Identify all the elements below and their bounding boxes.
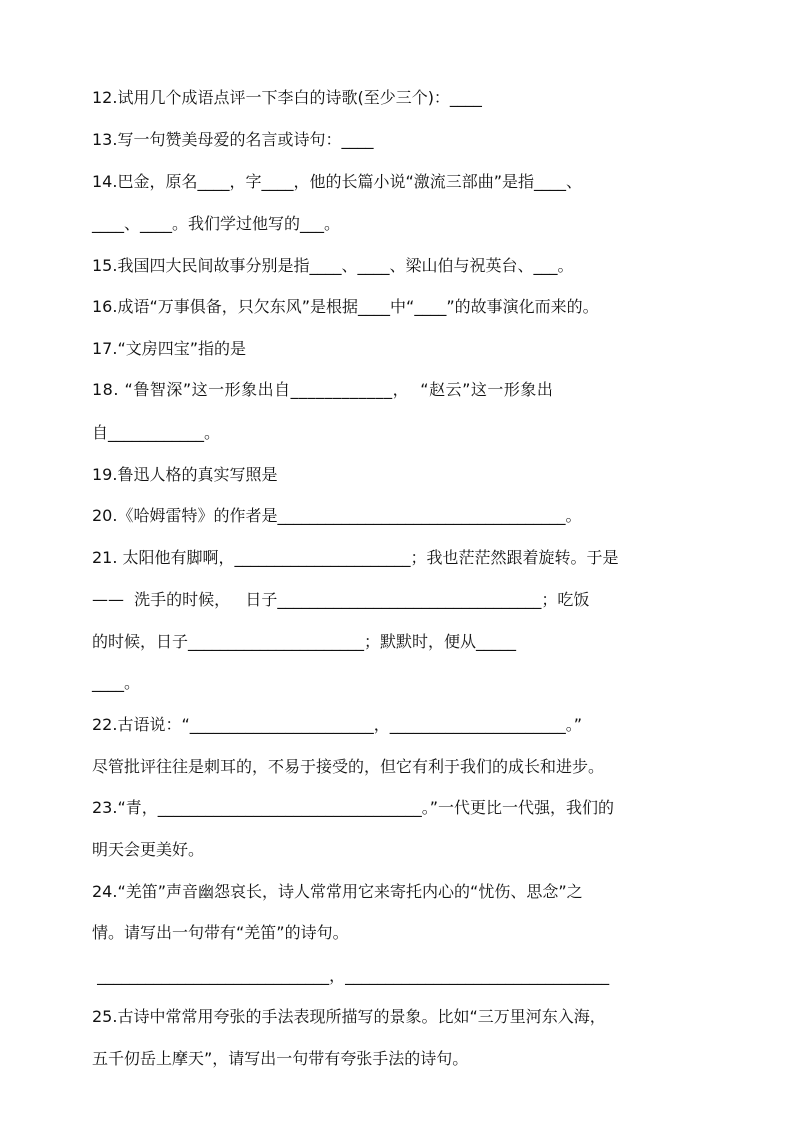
question-21-cont-1: —— 洗手的时候， 日子_________________________________；吃饭 (92, 590, 590, 609)
question-21-cont-3: ____。 (92, 673, 141, 692)
question-13: 13.写一句赞美母爱的名言或诗句：____ (92, 130, 374, 149)
question-21-cont-2: 的时候，日子______________________；默默时，便从_____ (92, 632, 517, 651)
question-24: 24.“羌笛”声音幽怨哀长，诗人常常用它来寄托内心的“忧伤、思念”之 (92, 882, 583, 901)
question-18: 18. “鲁智深”这一形象出自____________， “赵云”这一形象出 (92, 380, 554, 399)
question-24-answer-blank: _____________________________，_________________________________ (92, 966, 610, 985)
question-14: 14.巴金，原名____，字____，他的长篇小说“激流三部曲”是指____、 (92, 172, 583, 191)
question-17: 17.“文房四宝”指的是 (92, 339, 247, 358)
question-19: 19.鲁迅人格的真实写照是 (92, 465, 278, 484)
question-21: 21. 太阳他有脚啊，______________________；我也茫茫然跟着旋转。于是 (92, 548, 619, 567)
question-23-cont: 明天会更美好。 (92, 840, 205, 859)
question-18-cont: 自____________。 (92, 423, 221, 442)
question-20: 20.《哈姆雷特》的作者是____________________________________。 (92, 506, 582, 525)
question-22-cont: 尽管批评往往是刺耳的，不易于接受的，但它有利于我们的成长和进步。 (92, 757, 605, 776)
question-25: 25.古诗中常常用夸张的手法表现所描写的景象。比如“三万里河东入海， (92, 1007, 606, 1026)
question-23: 23.“青，_________________________________。”一代更比一代强，我们的 (92, 798, 615, 817)
question-24-cont: 情。请写出一句带有“羌笛”的诗句。 (92, 923, 349, 942)
question-16: 16.成语“万事俱备，只欠东风”是根据____中“____”的故事演化而来的。 (92, 297, 599, 316)
question-15: 15.我国四大民间故事分别是指____、____、梁山伯与祝英台、___。 (92, 256, 574, 275)
question-22: 22.古语说：“_______________________，______________________。” (92, 715, 583, 734)
question-12: 12.试用几个成语点评一下李白的诗歌(至少三个)：____ (92, 88, 482, 107)
question-25-cont: 五千仞岳上摩天”，请写出一句带有夸张手法的诗句。 (92, 1049, 469, 1068)
question-14-cont: ____、____。我们学过他写的___。 (92, 214, 341, 233)
